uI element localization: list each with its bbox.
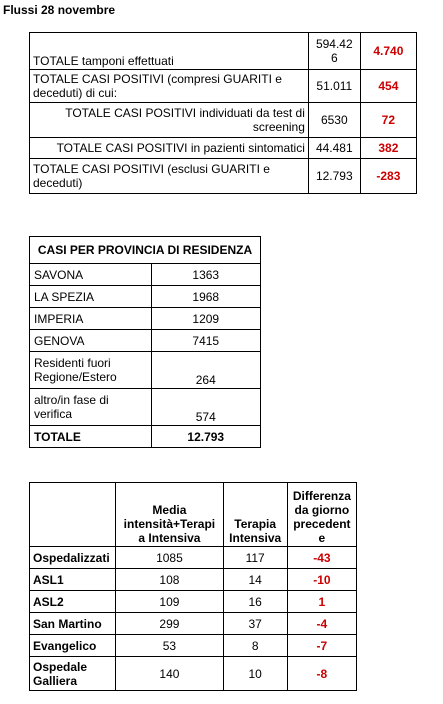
province-value: 574 [151, 389, 260, 426]
ospedale-name: ASL1 [30, 569, 116, 591]
province-value: 7415 [151, 330, 260, 352]
flussi-table [29, 32, 417, 194]
ospedale-diff: -43 [287, 547, 356, 569]
ospedale-media: 109 [116, 591, 223, 613]
province-table [29, 236, 261, 448]
province-value: 1209 [151, 308, 260, 330]
province-name: LA SPEZIA [30, 286, 152, 308]
row-value: 6530 [308, 103, 360, 138]
ospedale-ti: 14 [223, 569, 287, 591]
table-row [30, 613, 357, 635]
province-total-value: 12.793 [151, 426, 260, 448]
header-ti: Terapia Intensiva [223, 483, 287, 547]
table-header-row [30, 483, 357, 547]
table-row [30, 591, 357, 613]
table-row [30, 330, 261, 352]
ospedale-name: ASL2 [30, 591, 116, 613]
table-header-row [30, 237, 261, 264]
ospedale-ti: 117 [223, 547, 287, 569]
province-header: CASI PER PROVINCIA DI RESIDENZA [30, 237, 261, 264]
header-media: Media intensità+Terapi a Intensiva [116, 483, 223, 547]
province-name: GENOVA [30, 330, 152, 352]
province-total-label: TOTALE [30, 426, 152, 448]
ospedale-ti: 16 [223, 591, 287, 613]
table-row [30, 159, 417, 194]
province-value: 264 [151, 352, 260, 389]
row-diff: -283 [360, 159, 416, 194]
ospedale-media: 140 [116, 657, 223, 691]
ospedale-media: 108 [116, 569, 223, 591]
row-label: TOTALE CASI POSITIVI (esclusi GUARITI e deceduti) [30, 159, 309, 194]
table-row [30, 264, 261, 286]
row-value: 51.011 [308, 70, 360, 103]
table-row [30, 352, 261, 389]
row-diff: 382 [360, 138, 416, 159]
ospedale-diff: 1 [287, 591, 356, 613]
ospedale-ti: 8 [223, 635, 287, 657]
ospedale-media: 1085 [116, 547, 223, 569]
ospedale-diff: -4 [287, 613, 356, 635]
ospedale-media: 53 [116, 635, 223, 657]
province-name: altro/in fase di verifica [30, 389, 152, 426]
ospedale-media: 299 [116, 613, 223, 635]
row-value: 594.42 6 [308, 33, 360, 70]
ospedali-table [29, 482, 357, 691]
row-value: 44.481 [308, 138, 360, 159]
row-label: TOTALE tamponi effettuati [30, 33, 309, 70]
row-label: TOTALE CASI POSITIVI in pazienti sintomatici [30, 138, 309, 159]
province-name: Residenti fuori Regione/Estero [30, 352, 152, 389]
table-row [30, 569, 357, 591]
table-row [30, 635, 357, 657]
ospedale-ti: 37 [223, 613, 287, 635]
row-diff: 454 [360, 70, 416, 103]
table-row [30, 286, 261, 308]
row-label: TOTALE CASI POSITIVI individuati da test di screening [30, 103, 309, 138]
ospedale-name: San Martino [30, 613, 116, 635]
table-row [30, 138, 417, 159]
row-diff: 72 [360, 103, 416, 138]
table-row [30, 103, 417, 138]
province-value: 1363 [151, 264, 260, 286]
table-row [30, 33, 417, 70]
row-label: TOTALE CASI POSITIVI (compresi GUARITI e deceduti) di cui: [30, 70, 309, 103]
ospedale-diff: -8 [287, 657, 356, 691]
row-diff: 4.740 [360, 33, 416, 70]
ospedale-ti: 10 [223, 657, 287, 691]
ospedale-name: Evangelico [30, 635, 116, 657]
ospedale-diff: -10 [287, 569, 356, 591]
province-name: IMPERIA [30, 308, 152, 330]
province-value: 1968 [151, 286, 260, 308]
province-name: SAVONA [30, 264, 152, 286]
ospedale-name: Ospedalizzati [30, 547, 116, 569]
table-row [30, 308, 261, 330]
header-cell-empty [30, 483, 116, 547]
ospedale-name: Ospedale Galliera [30, 657, 116, 691]
header-diff: Differenza da giorno precedent e [287, 483, 356, 547]
table-total-row [30, 426, 261, 448]
table-row [30, 389, 261, 426]
table-row [30, 657, 357, 691]
table-row [30, 70, 417, 103]
page-title: Flussi 28 novembre [3, 3, 116, 17]
row-value: 12.793 [308, 159, 360, 194]
ospedale-diff: -7 [287, 635, 356, 657]
table-row [30, 547, 357, 569]
